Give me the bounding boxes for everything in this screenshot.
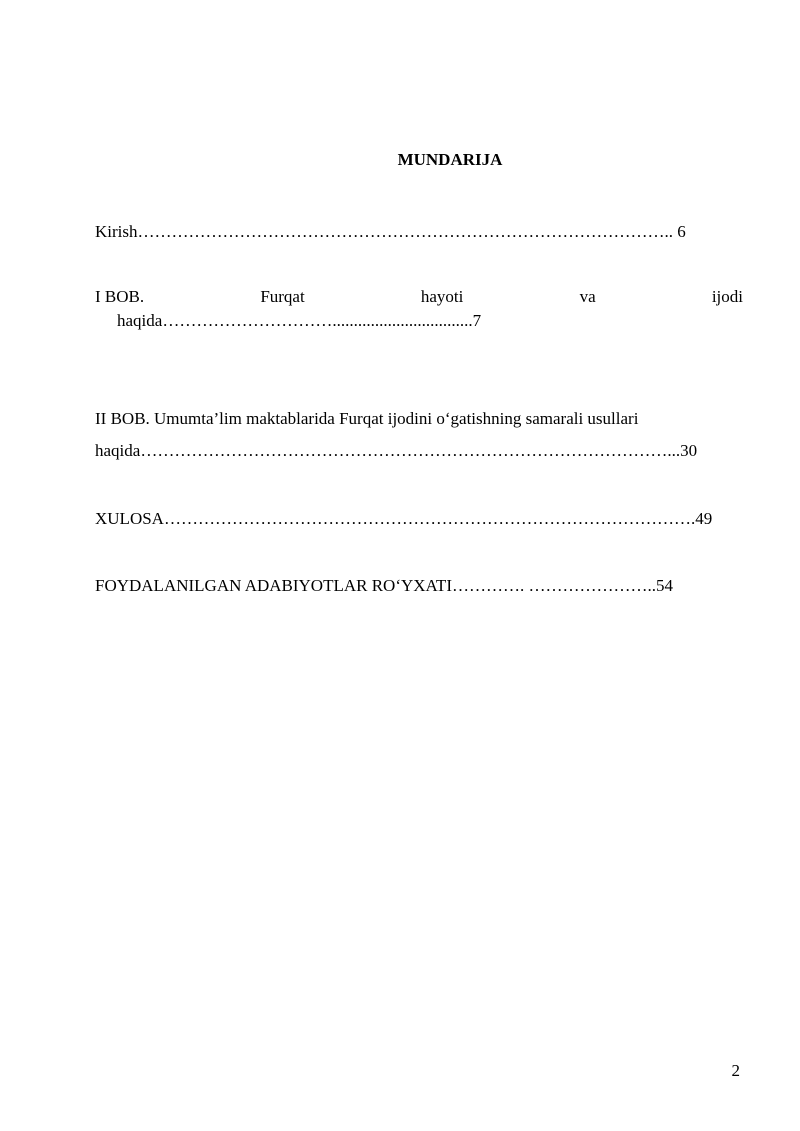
toc-entry-bob2-line1: II BOB. Umumta’lim maktablarida Furqat ijodini o‘gatishning samarali usullari <box>95 409 639 428</box>
page-number: 2 <box>731 1061 740 1080</box>
toc-word: va <box>579 287 596 306</box>
toc-word: Furqat <box>260 287 305 306</box>
toc-entry-xulosa: XULOSA………………………………………………………………………………….49 <box>95 509 713 528</box>
toc-entry-bob2-line2: haqida…………………………………………………………………………………...30 <box>95 441 698 460</box>
toc-entry-foydalanilgan: FOYDALANILGAN ADABIYOTLAR RO‘YXATI…………. …………………..54 <box>95 576 673 595</box>
toc-entry-bob1-line2: haqida………………………….................................7 <box>117 311 482 330</box>
toc-entry-kirish: Kirish………………………………………………………………………………….. 6 <box>95 222 686 241</box>
toc-word: I BOB. <box>95 287 145 306</box>
toc-word: hayoti <box>420 287 464 306</box>
toc-title: MUNDARIJA <box>397 150 503 169</box>
toc-entry-bob1-line1 <box>95 287 743 307</box>
toc-word: ijodi <box>711 287 743 306</box>
